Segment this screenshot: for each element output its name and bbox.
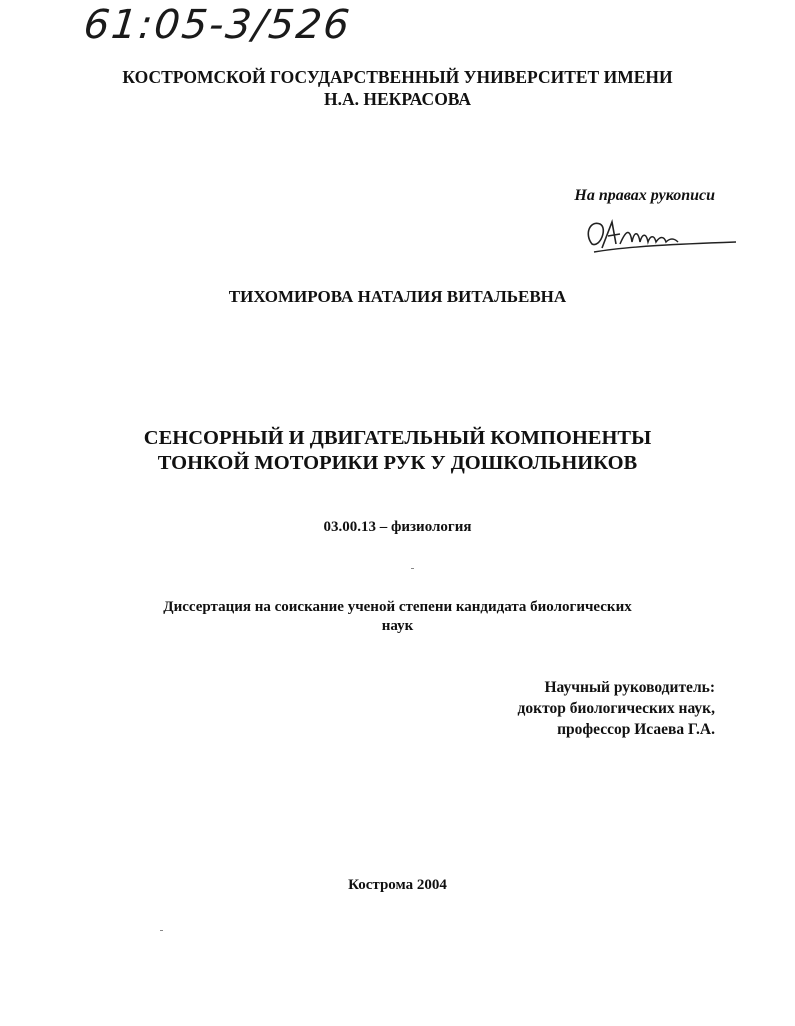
dissertation-line-2: наук bbox=[381, 618, 414, 634]
supervisor-degree: доктор биологических наук, bbox=[517, 700, 715, 717]
university-name bbox=[0, 66, 795, 110]
supervisor-label: Научный руководитель: bbox=[544, 679, 715, 696]
dissertation-line-1: Диссертация на соискание ученой степени кандидата биологических bbox=[163, 599, 632, 615]
handwritten-catalog-code: 61:05-3/526 bbox=[81, 2, 354, 48]
scan-speck bbox=[160, 930, 163, 931]
rights-note: На правах рукописи bbox=[574, 187, 715, 204]
specialty-code: 03.00.13 – физиология bbox=[323, 519, 472, 535]
university-line-1: КОСТРОМСКОЙ ГОСУДАРСТВЕННЫЙ УНИВЕРСИТЕТ ИМЕНИ bbox=[122, 67, 673, 87]
title-line-2: ТОНКОЙ МОТОРИКИ РУК У ДОШКОЛЬНИКОВ bbox=[157, 452, 638, 474]
author-name: ТИХОМИРОВА НАТАЛИЯ ВИТАЛЬЕВНА bbox=[228, 287, 567, 306]
dissertation-title bbox=[0, 426, 795, 476]
supervisor-name: профессор Исаева Г.А. bbox=[557, 721, 715, 738]
dissertation-description bbox=[0, 598, 795, 636]
place-and-year: Кострома 2004 bbox=[348, 877, 447, 893]
scan-speck bbox=[411, 568, 414, 569]
supervisor-block bbox=[518, 677, 715, 740]
signature-icon bbox=[580, 214, 740, 258]
university-line-2: Н.А. НЕКРАСОВА bbox=[323, 89, 472, 109]
title-line-1: СЕНСОРНЫЙ И ДВИГАТЕЛЬНЫЙ КОМПОНЕНТЫ bbox=[143, 427, 652, 449]
